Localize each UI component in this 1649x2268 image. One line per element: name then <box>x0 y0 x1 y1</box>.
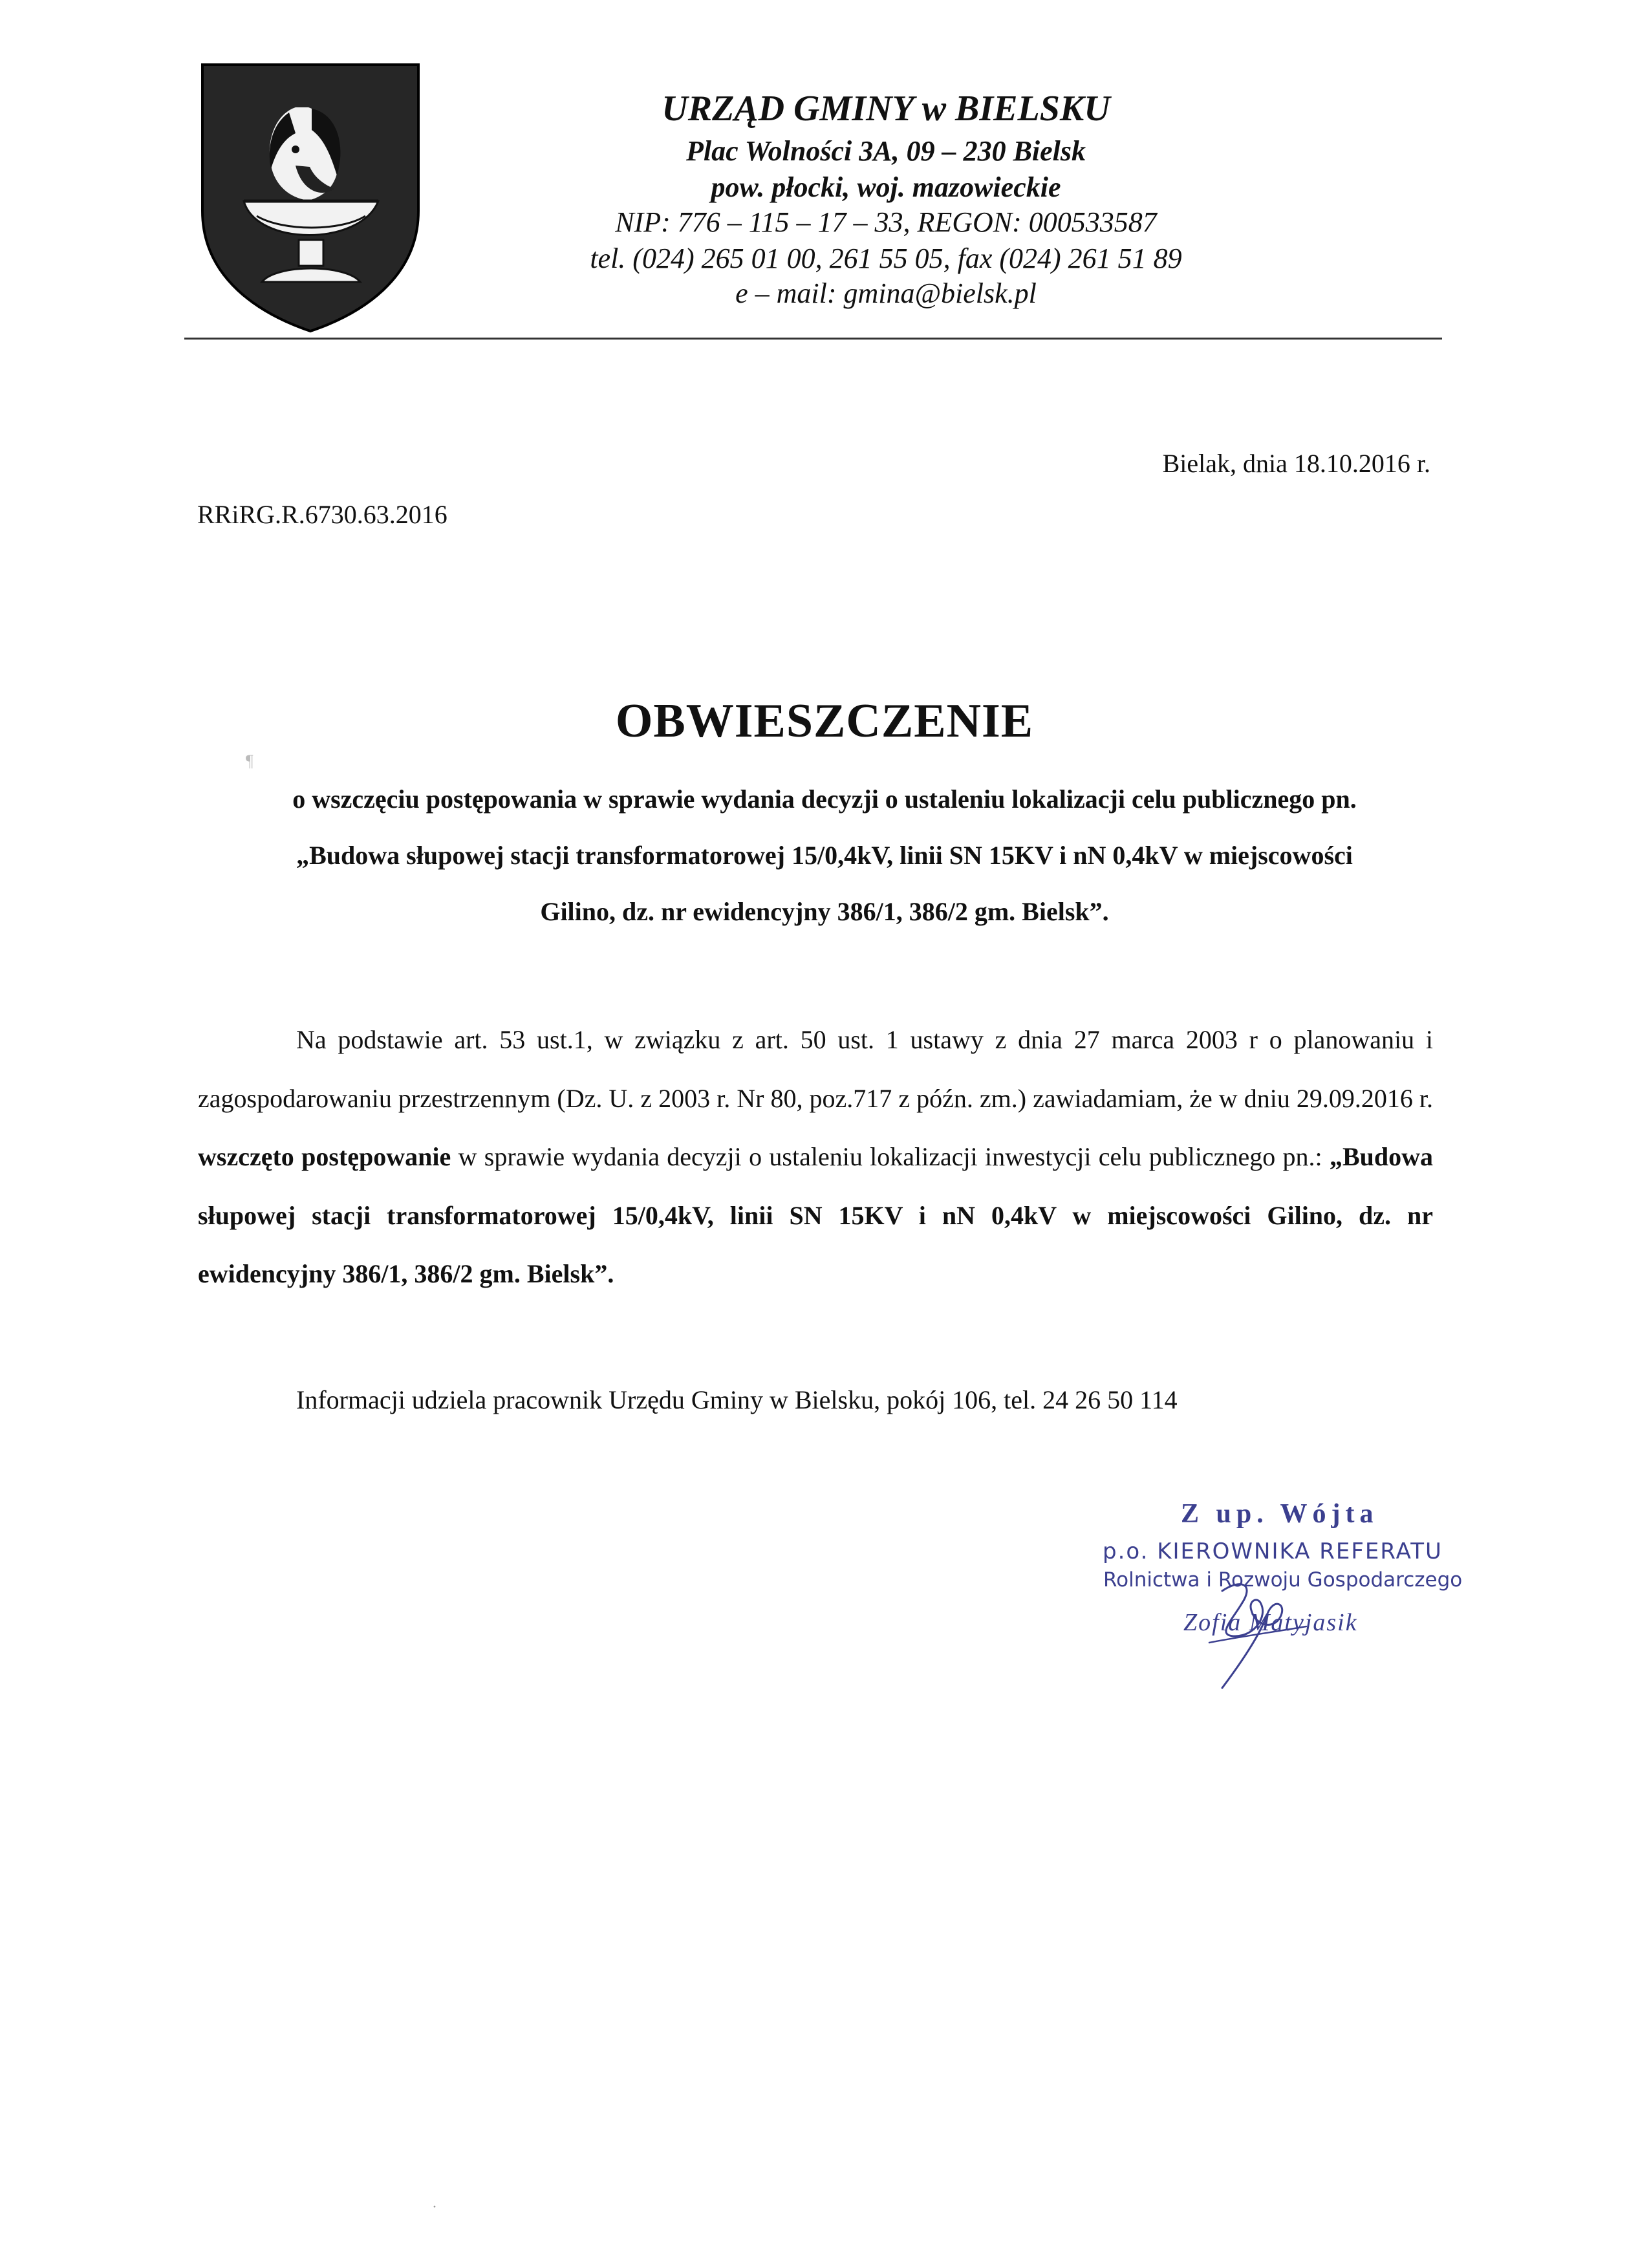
stamp-position: p.o. KIEROWNIKA REFERATU <box>1103 1539 1443 1564</box>
coat-of-arms-logo <box>199 62 422 334</box>
office-email: e – mail: gmina@bielsk.pl <box>735 277 1037 309</box>
body-bold-investment: „Budowa słupowej stacji transformatorowej 15/0,4kV, linii SN 15KV i nN 0,4kV w miejscowości Gilino, dz. nr ewidencyjny 386/1, 386/2 gm. Bielsk”. <box>198 1142 1434 1288</box>
subject-line-2: „Budowa słupowej stacji transformatorowej 15/0,4kV, linii SN 15KV i nN 0,4kV w miejscowości <box>296 841 1353 870</box>
office-name: URZĄD GMINY w BIELSKU <box>662 89 1110 129</box>
place-and-date: Bielak, dnia 18.10.2016 r. <box>1162 449 1430 478</box>
stamp-department: Rolnictwa i Rozwoju Gospodarczego <box>1103 1568 1463 1592</box>
reference-number: RRiRG.R.6730.63.2016 <box>197 500 447 529</box>
office-phones: tel. (024) 265 01 00, 261 55 05, fax (024) 261 51 89 <box>590 243 1182 274</box>
body-paragraph <box>198 1011 1433 1304</box>
body-text-1: Na podstawie art. 53 ust.1, w związku z art. 50 ust. 1 ustawy z dnia 27 marca 2003 r o planowaniu i zagospodarowaniu przestrzennym (Dz. U. z 2003 r. Nr 80, poz.717 z późn. zm.) zawiadamiam, że w dniu 29.09.2016 r. <box>198 1025 1433 1113</box>
subject-line-1: o wszczęciu postępowania w sprawie wydania decyzji o ustaleniu lokalizacji celu publicznego pn. <box>292 784 1357 814</box>
document-title: OBWIESZCZENIE <box>615 695 1034 748</box>
body-text-2: w sprawie wydania decyzji o ustaleniu lokalizacji inwestycji celu publicznego pn.: <box>451 1142 1330 1171</box>
stamp-name: Zofia Matyjasik <box>1183 1609 1358 1636</box>
scan-speck: ¶ <box>246 751 253 770</box>
subject-line-3: Gilino, dz. nr ewidencyjny 386/1, 386/2 gm. Bielsk”. <box>540 897 1109 926</box>
stamp-authorization: Z up. Wójta <box>1181 1499 1379 1529</box>
scan-mark-bottom: · <box>432 2199 437 2216</box>
handwritten-signature <box>1196 1565 1326 1694</box>
office-tax-ids: NIP: 776 – 115 – 17 – 33, REGON: 000533587 <box>615 206 1157 238</box>
office-address: Plac Wolności 3A, 09 – 230 Bielsk <box>685 135 1086 167</box>
contact-info: Informacji udziela pracownik Urzędu Gminy w Bielsku, pokój 106, tel. 24 26 50 114 <box>296 1385 1178 1414</box>
letterhead-divider <box>184 338 1442 340</box>
body-bold-proceeding: wszczęto postępowanie <box>198 1142 451 1171</box>
office-county: pow. płocki, woj. mazowieckie <box>711 171 1061 203</box>
